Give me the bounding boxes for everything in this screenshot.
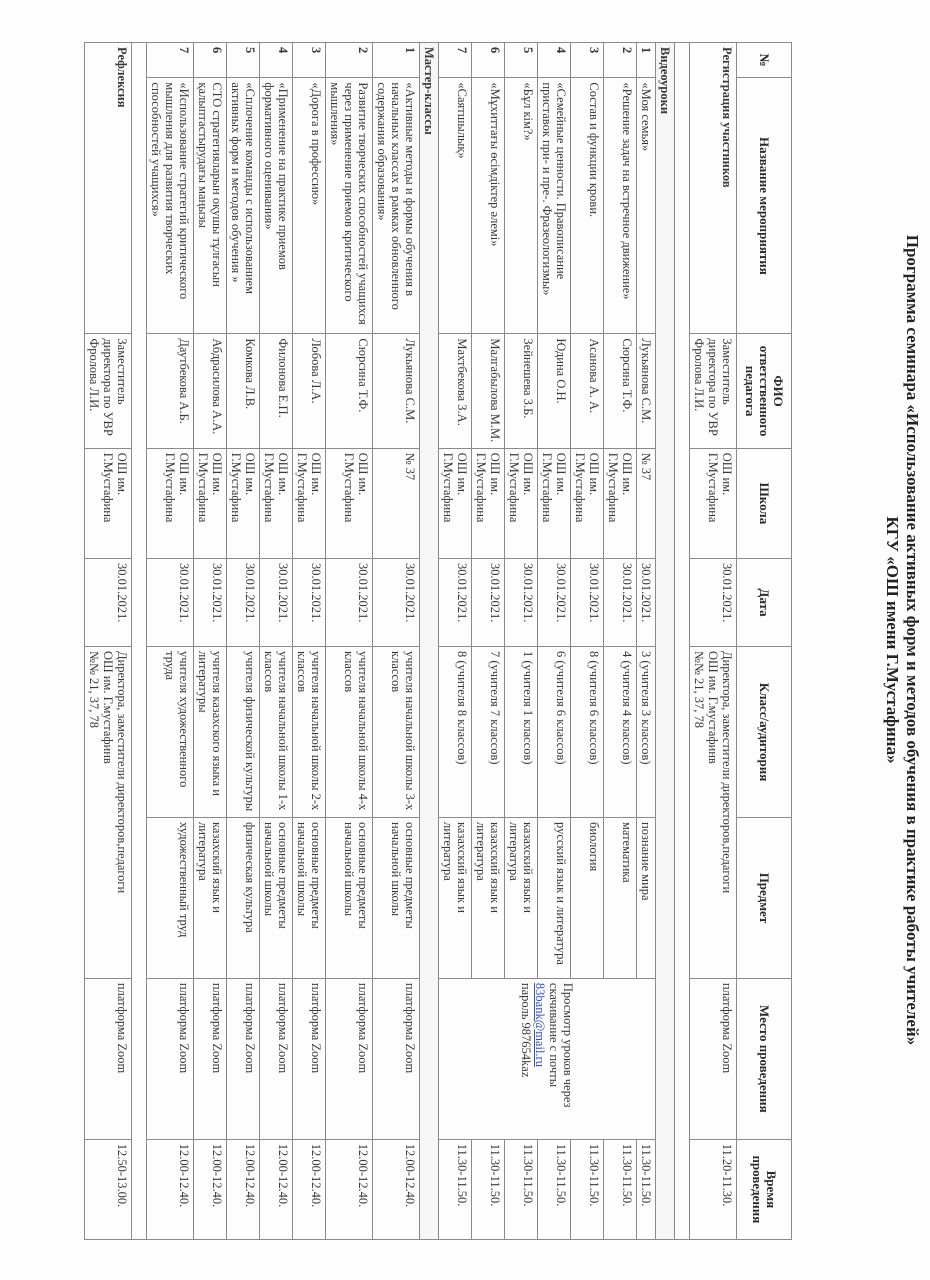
subject: физическая культура <box>227 818 260 979</box>
place: платформа Zoom <box>293 978 326 1139</box>
registration-audience-line1: Директора, заместители директоров,педагоги <box>720 651 734 894</box>
row-num: 3 <box>571 43 604 78</box>
place: платформа Zoom <box>147 978 194 1139</box>
school: № 37 <box>373 448 420 558</box>
audience: 6 (учителя 6 классов) <box>538 647 571 818</box>
subject: познание мира <box>637 818 656 979</box>
teacher-fio: Лобова Л.А. <box>293 334 326 448</box>
teacher-fio: Лукьянова С.М. <box>637 334 656 448</box>
row-num: 3 <box>293 43 326 78</box>
row-num: 5 <box>227 43 260 78</box>
event-name: «Моя семья» <box>637 78 656 334</box>
row-num: 7 <box>439 43 472 78</box>
time: 12.00-12.40. <box>147 1139 194 1239</box>
event-name: «Мұхиттағы өсімдіктер әлемі» <box>472 78 505 334</box>
time: 11.30-11.50. <box>472 1139 505 1239</box>
email-line <box>533 983 547 1135</box>
date: 30.01.2021. <box>571 559 604 647</box>
date: 30.01.2021. <box>604 559 637 647</box>
registration-audience-line3: №№ 21, 37, 78 <box>692 651 706 728</box>
teacher-fio: Абдрасилова А.А. <box>194 334 227 448</box>
table-row <box>637 43 656 1240</box>
time: 12.00-12.40. <box>326 1139 373 1239</box>
title-line-2: КГУ «ОШ имени Г.Мустафина» <box>883 516 902 764</box>
date: 30.01.2021. <box>538 559 571 647</box>
row-num: 1 <box>637 43 656 78</box>
table-row <box>293 43 326 1240</box>
school: ОШ им. Г.Мустафина <box>505 448 538 558</box>
subject: художественный труд <box>147 818 194 979</box>
row-num: 4 <box>260 43 293 78</box>
section-row-video <box>656 43 675 1240</box>
row-num: 2 <box>604 43 637 78</box>
audience: учителя начальной школы 1-х классов <box>260 647 293 818</box>
date: 30.01.2021. <box>293 559 326 647</box>
subject: казахский язык и литература <box>505 818 538 979</box>
subject: казахский язык и литература <box>472 818 505 979</box>
time: 11.30-11.50. <box>439 1139 472 1239</box>
school: ОШ им. Г.Мустафина <box>538 448 571 558</box>
table-row <box>326 43 373 1240</box>
subject: основные предметы начальной школы <box>293 818 326 979</box>
header-time: Время проведения <box>737 1139 792 1239</box>
header-fio: ФИО ответственного педагога <box>737 334 792 448</box>
header-subject: Предмет <box>737 818 792 979</box>
school: ОШ им. Г.Мустафина <box>194 448 227 558</box>
reflection-time: 12.50-13.00. <box>85 1139 132 1239</box>
time: 11.30-11.50. <box>637 1139 656 1239</box>
section-title-video: Видеоуроки <box>656 43 675 1240</box>
teacher-fio: Малгабылова М.М. <box>472 334 505 448</box>
email-link[interactable]: 83bank@mail.ru <box>533 982 547 1067</box>
header-audience: Класс/аудитория <box>737 647 792 818</box>
event-name: Развитие творческих способностей учащихся через применение приемов критического мышления» <box>326 78 373 334</box>
date: 30.01.2021. <box>472 559 505 647</box>
header-place: Место проведения <box>737 978 792 1139</box>
audience: учителя начальной школы 3-х классов <box>373 647 420 818</box>
time: 11.30-11.50. <box>604 1139 637 1239</box>
school: ОШ им. Г.Мустафина <box>326 448 373 558</box>
date: 30.01.2021. <box>505 559 538 647</box>
row-num: 6 <box>472 43 505 78</box>
registration-row <box>690 43 737 1240</box>
teacher-fio: Лукьянова С.М. <box>373 334 420 448</box>
event-name: «Использование стратегий критического мышления для развития творческих способностей учащихся» <box>147 78 194 334</box>
teacher-fio: Даутбекова А.Б. <box>147 334 194 448</box>
section-row-master <box>420 43 439 1240</box>
school: № 37 <box>637 448 656 558</box>
video-lessons-body <box>439 43 656 1240</box>
teacher-fio: Зейнешева З.Б. <box>505 334 538 448</box>
time: 12.00-12.40. <box>293 1139 326 1239</box>
registration-name: Регистрация участников <box>690 43 737 334</box>
event-name: «Активные методы и формы обучения в начальных классах в рамках обновленного содержания образования» <box>373 78 420 334</box>
event-name: «Сплочение команды с использованием активных форм и методов обучения » <box>227 78 260 334</box>
place: платформа Zoom <box>227 978 260 1139</box>
reflection-school: ОШ им. Г.Мустафина <box>85 448 132 558</box>
event-name: «Применение на практике приемов формативного оценивания» <box>260 78 293 334</box>
teacher-fio: Асанова А. А. <box>571 334 604 448</box>
reflection-row <box>85 43 132 1240</box>
video-password: пароль 987654kaz <box>519 982 533 1078</box>
date: 30.01.2021. <box>373 559 420 647</box>
date: 30.01.2021. <box>439 559 472 647</box>
table-row <box>260 43 293 1240</box>
subject: основные предметы начальной школы <box>260 818 293 979</box>
date: 30.01.2021. <box>637 559 656 647</box>
row-num: 2 <box>326 43 373 78</box>
registration-audience <box>690 647 737 979</box>
event-name: «Дорога в профессию» <box>293 78 326 334</box>
reflection-audience-line3: №№ 21, 37, 78 <box>87 651 101 728</box>
reflection-fio: Заместитель директора по УВР Фролова Л.И. <box>85 334 132 448</box>
date: 30.01.2021. <box>147 559 194 647</box>
school: ОШ им. Г.Мустафина <box>439 448 472 558</box>
header-num: № <box>737 43 792 78</box>
date: 30.01.2021. <box>326 559 373 647</box>
place: платформа Zoom <box>326 978 373 1139</box>
date: 30.01.2021. <box>227 559 260 647</box>
teacher-fio: Филонова Е.П. <box>260 334 293 448</box>
event-name: «Саятшылық» <box>439 78 472 334</box>
teacher-fio: Юдина О.Н. <box>538 334 571 448</box>
event-name: «Семейные ценности. Правописание приставок при- и пре-. Фразеологизмы» <box>538 78 571 334</box>
event-name: «Бұл кім?» <box>505 78 538 334</box>
registration-place: платформа Zoom <box>690 978 737 1139</box>
spacer-row <box>675 43 690 1240</box>
subject: казахский язык и литература <box>439 818 472 979</box>
reflection-audience-line2: ОШ им. Г.мустафинв <box>101 651 115 764</box>
teacher-fio: Сюрсина Т.Ф. <box>326 334 373 448</box>
row-num: 7 <box>147 43 194 78</box>
audience: 7 (учителя 7 классов) <box>472 647 505 818</box>
subject: математика <box>604 818 637 979</box>
audience: учителя начальной школы 4-х классов <box>326 647 373 818</box>
date: 30.01.2021. <box>194 559 227 647</box>
teacher-fio: Сюрсина Т.Ф. <box>604 334 637 448</box>
row-num: 1 <box>373 43 420 78</box>
header-school: Школа <box>737 448 792 558</box>
master-classes-body <box>147 43 420 1240</box>
subject: русский язык и литература <box>538 818 571 979</box>
school: ОШ им. Г.Мустафина <box>260 448 293 558</box>
school: ОШ им. Г.Мустафина <box>472 448 505 558</box>
school: ОШ им. Г.Мустафина <box>571 448 604 558</box>
audience: 8 (учителя 6 классов) <box>571 647 604 818</box>
table-row <box>227 43 260 1240</box>
audience: 4 (учителя 4 классов) <box>604 647 637 818</box>
school: ОШ им. Г.Мустафина <box>227 448 260 558</box>
subject: основные предметы начальной школы <box>326 818 373 979</box>
table-row <box>373 43 420 1240</box>
time: 12.00-12.40. <box>194 1139 227 1239</box>
table-row <box>194 43 227 1240</box>
title-line-1: Программа семинара «Использование активных форм и методов обучения в практике работы учителей» <box>903 234 922 1046</box>
video-place <box>439 978 656 1139</box>
place: платформа Zoom <box>260 978 293 1139</box>
registration-fio: Заместитель директора по УВР Фролова Л.И. <box>690 334 737 448</box>
school: ОШ им. Г.Мустафина <box>293 448 326 558</box>
time: 11.30-11.50. <box>571 1139 604 1239</box>
row-num: 4 <box>538 43 571 78</box>
row-num: 6 <box>194 43 227 78</box>
row-num: 5 <box>505 43 538 78</box>
time: 12.00-12.40. <box>373 1139 420 1239</box>
registration-school: ОШ им. Г.Мустафина <box>690 448 737 558</box>
audience: 3 (учителя 3 классов) <box>637 647 656 818</box>
audience: 8 (учителя 8 классов) <box>439 647 472 818</box>
event-name: «Решение задач на встречное движение» <box>604 78 637 334</box>
header-date: Дата <box>737 559 792 647</box>
time: 12.00-12.40. <box>260 1139 293 1239</box>
audience: 1 (учителя 1 классов) <box>505 647 538 818</box>
place: платформа Zoom <box>194 978 227 1139</box>
reflection-place: платформа Zoom <box>85 978 132 1139</box>
table-header-row <box>737 43 792 1240</box>
header-name: Название мероприятия <box>737 78 792 334</box>
place: платформа Zoom <box>373 978 420 1139</box>
document-title <box>882 0 922 1280</box>
teacher-fio: Комкова Л.В. <box>227 334 260 448</box>
audience: учителя художественного труда <box>147 647 194 818</box>
school: ОШ им. Г.Мустафина <box>604 448 637 558</box>
audience: учителя физической культуры <box>227 647 260 818</box>
time: 11.30-11.50. <box>538 1139 571 1239</box>
subject: казахский язык и литература <box>194 818 227 979</box>
reflection-date: 30.01.2021. <box>85 559 132 647</box>
video-place-text: Просмотр уроков через скачивание с почты <box>547 982 575 1108</box>
reflection-audience-line1: Директора, заместители директоров,педагоги <box>115 651 129 894</box>
subject: основные предметы начальной школы <box>373 818 420 979</box>
time: 11.30-11.50. <box>505 1139 538 1239</box>
reflection-audience <box>85 647 132 979</box>
subject: биология <box>571 818 604 979</box>
spacer-row <box>132 43 147 1240</box>
audience: учителя начальной школы 2-х классов <box>293 647 326 818</box>
registration-date: 30.01.2021. <box>690 559 737 647</box>
reflection-name: Рефлексия <box>85 43 132 334</box>
registration-time: 11.20-11.30. <box>690 1139 737 1239</box>
event-name: СТО стратегияларын оқушы тұлғасын қалыптастырудағы маңызы <box>194 78 227 334</box>
time: 12.00-12.40. <box>227 1139 260 1239</box>
audience: учителя казахского языка и литературы <box>194 647 227 818</box>
table-row <box>147 43 194 1240</box>
school: ОШ им. Г.Мустафина <box>147 448 194 558</box>
date: 30.01.2021. <box>260 559 293 647</box>
section-title-master: Мастер-классы <box>420 43 439 1240</box>
program-table <box>84 42 792 1240</box>
teacher-fio: Махтбекова З.А. <box>439 334 472 448</box>
registration-audience-line2: ОШ им. Г.мустафинв <box>706 651 720 764</box>
event-name: Состав и функции крови. <box>571 78 604 334</box>
